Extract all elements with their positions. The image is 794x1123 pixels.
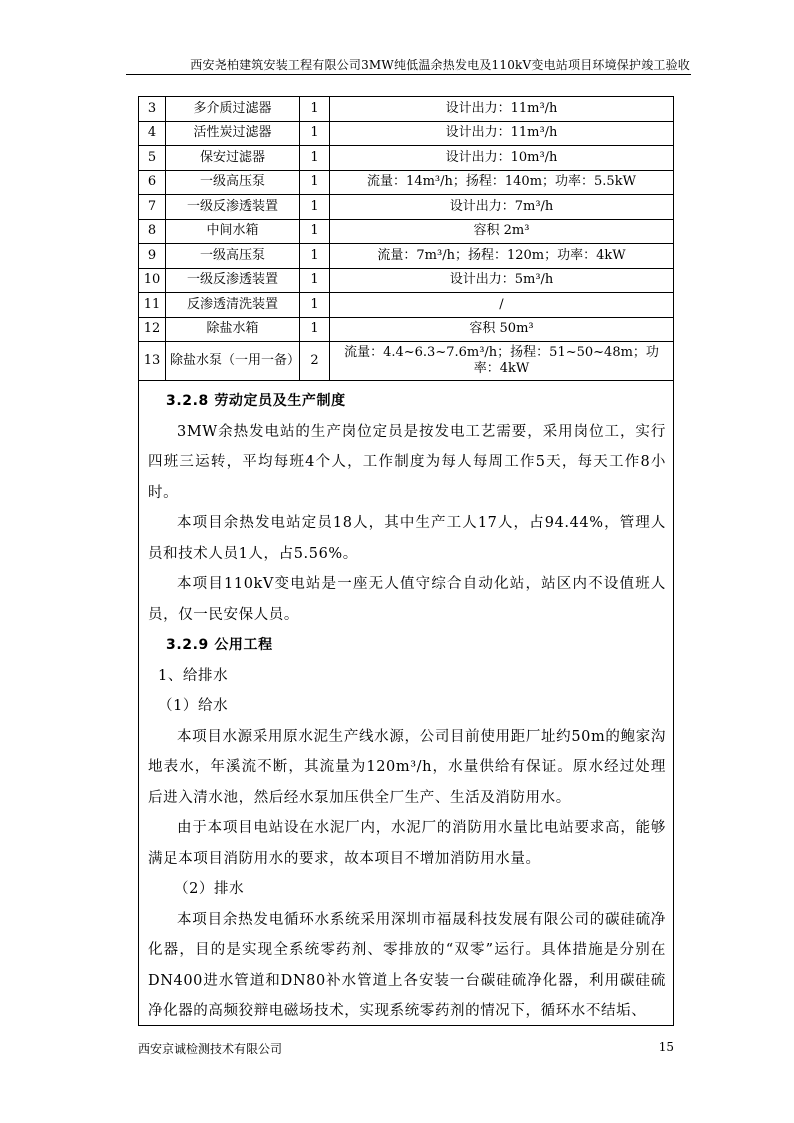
cell-index: 12 xyxy=(139,317,166,342)
cell-quantity: 1 xyxy=(300,97,330,122)
subheading-drainage: （2）排水 xyxy=(174,881,245,897)
page-header-title: 西安尧柏建筑安装工程有限公司3MW纯低温余热发电及110kV变电站项目环境保护竣工验收 xyxy=(190,58,690,72)
table-row xyxy=(139,121,674,146)
footer-company: 西安京诚检测技术有限公司 xyxy=(138,1042,283,1056)
cell-equipment-name: 除盐水箱 xyxy=(166,317,300,342)
cell-quantity: 1 xyxy=(300,244,330,269)
cell-index: 7 xyxy=(139,195,166,220)
cell-spec: 设计出力：11m³/h xyxy=(330,121,674,146)
cell-quantity: 1 xyxy=(300,195,330,220)
cell-spec: / xyxy=(330,293,674,318)
cell-spec: 设计出力：11m³/h xyxy=(330,97,674,122)
cell-quantity: 1 xyxy=(300,170,330,195)
header-rule xyxy=(126,74,691,75)
cell-equipment-name: 除盐水泵（一用一备） xyxy=(166,342,300,381)
table-row xyxy=(139,195,674,220)
cell-index: 10 xyxy=(139,268,166,293)
subheading-water: 1、给排水 xyxy=(158,667,229,684)
cell-spec: 设计出力：10m³/h xyxy=(330,146,674,171)
subheading-water-supply: （1）给水 xyxy=(158,698,229,714)
cell-equipment-name: 中间水箱 xyxy=(166,219,300,244)
cell-quantity: 1 xyxy=(300,146,330,171)
cell-equipment-name: 反渗透清洗装置 xyxy=(166,293,300,318)
cell-quantity: 1 xyxy=(300,317,330,342)
cell-spec: 容积 2m³ xyxy=(330,219,674,244)
cell-quantity: 1 xyxy=(300,121,330,146)
cell-equipment-name: 保安过滤器 xyxy=(166,146,300,171)
cell-index: 11 xyxy=(139,293,166,318)
table-row xyxy=(139,170,674,195)
cell-equipment-name: 多介质过滤器 xyxy=(166,97,300,122)
cell-spec: 流量：14m³/h；扬程：140m；功率：5.5kW xyxy=(330,170,674,195)
cell-spec: 设计出力：7m³/h xyxy=(330,195,674,220)
table-row xyxy=(139,268,674,293)
paragraph-fire-water: 由于本项目电站设在水泥厂内，水泥厂的消防用水量比电站要求高，能够满足本项目消防用水的要求，故本项目不增加消防用水量。 xyxy=(148,820,666,867)
cell-quantity: 1 xyxy=(300,219,330,244)
paragraph-water-source: 本项目水源采用原水泥生产线水源，公司目前使用距厂址约50m的鲍家沟地表水，年溪流不断，其流量为120m³/h，水量供给有保证。原水经过处理后进入清水池，然后经水泵加压供全厂生产、生活及消防用水。 xyxy=(148,728,666,806)
paragraph-substation: 本项目110kV变电站是一座无人值守综合自动化站，站区内不设值班人员，仅一民安保人员。 xyxy=(148,576,666,623)
cell-spec: 容积 50m³ xyxy=(330,317,674,342)
cell-index: 6 xyxy=(139,170,166,195)
table-row xyxy=(139,97,674,122)
cell-index: 5 xyxy=(139,146,166,171)
cell-equipment-name: 一级高压泵 xyxy=(166,170,300,195)
cell-index: 4 xyxy=(139,121,166,146)
cell-quantity: 2 xyxy=(300,342,330,381)
table-row xyxy=(139,146,674,171)
paragraph-staff-count: 本项目余热发电站定员18人，其中生产工人17人，占94.44%，管理人员和技术人员1人，占5.56%。 xyxy=(148,515,666,562)
cell-spec: 流量：4.4~6.3~7.6m³/h；扬程：51~50~48m；功率：4kW xyxy=(330,342,674,381)
cell-quantity: 1 xyxy=(300,268,330,293)
cell-equipment-name: 一级高压泵 xyxy=(166,244,300,269)
table-row xyxy=(139,219,674,244)
cell-spec: 设计出力：5m³/h xyxy=(330,268,674,293)
section-heading-3-2-9: 3.2.9 公用工程 xyxy=(166,637,273,653)
table-row xyxy=(139,317,674,342)
cell-index: 3 xyxy=(139,97,166,122)
paragraph-drainage: 本项目余热发电循环水系统采用深圳市福晟科技发展有限公司的碳硅硫净化器，目的是实现全系统零药剂、零排放的“双零”运行。具体措施是分别在DN400进水管道和DN80补水管道上各安装一台碳硅硫净化器，利用碳硅硫净化器的高频狡辩电磁场技术，实现系统零药剂的情况下，循环水不结垢、 xyxy=(148,911,666,1019)
paragraph-staffing: 3MW余热发电站的生产岗位定员是按发电工艺需要，采用岗位工，实行四班三运转，平均每班4个人，工作制度为每人每周工作5天，每天工作8小时。 xyxy=(148,423,666,501)
cell-index: 9 xyxy=(139,244,166,269)
table-row xyxy=(139,342,674,381)
table-row xyxy=(139,244,674,269)
cell-spec: 流量：7m³/h；扬程：120m；功率：4kW xyxy=(330,244,674,269)
equipment-table xyxy=(138,96,674,381)
page-number: 15 xyxy=(658,1040,674,1054)
cell-index: 13 xyxy=(139,342,166,381)
cell-index: 8 xyxy=(139,219,166,244)
table-row xyxy=(139,293,674,318)
cell-equipment-name: 一级反渗透装置 xyxy=(166,195,300,220)
section-heading-3-2-8: 3.2.8 劳动定员及生产制度 xyxy=(166,393,346,409)
cell-equipment-name: 活性炭过滤器 xyxy=(166,121,300,146)
cell-equipment-name: 一级反渗透装置 xyxy=(166,268,300,293)
body-content xyxy=(138,386,674,1027)
cell-quantity: 1 xyxy=(300,293,330,318)
